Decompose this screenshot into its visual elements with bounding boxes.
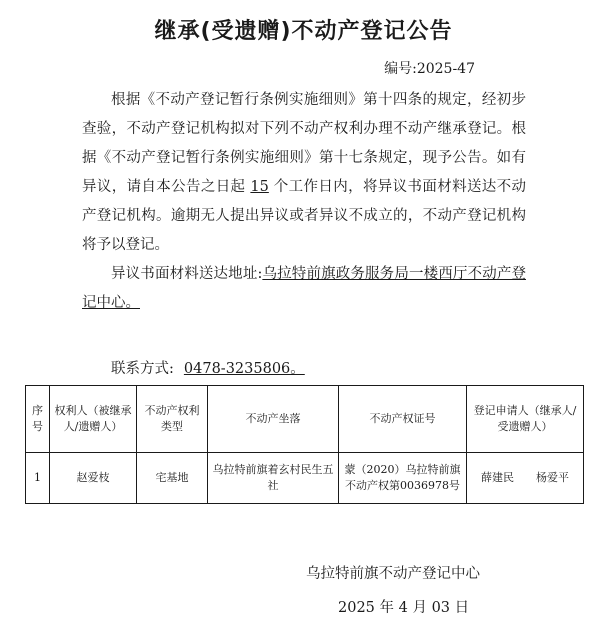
objection-days: 15 bbox=[250, 179, 269, 195]
announcement-body bbox=[82, 86, 526, 318]
header-seq: 序号 bbox=[26, 386, 50, 453]
cell-seq: 1 bbox=[26, 453, 50, 504]
contact-phone: 0478-3235806。 bbox=[183, 361, 305, 377]
address-label: 异议书面材料送达地址: bbox=[111, 266, 263, 282]
header-holder: 权利人（被继承人/遗赠人） bbox=[50, 386, 137, 453]
header-cert-no: 不动产权证号 bbox=[339, 386, 467, 453]
cell-holder: 赵爱枝 bbox=[50, 453, 137, 504]
address-paragraph bbox=[82, 260, 526, 318]
signature-organization: 乌拉特前旗不动产登记中心 bbox=[306, 566, 480, 582]
registration-table bbox=[25, 385, 584, 504]
paragraph-text-rest: 个工作日内，将异议书面材料送达不动产登记机构。逾期无人提出异议或者异议不成立的，不动产登记机构将予以登记。 bbox=[82, 179, 527, 253]
signature-date: 2025 年 4 月 03 日 bbox=[338, 600, 470, 616]
announcement-paragraph bbox=[82, 86, 526, 260]
page-title: 继承(受遗赠)不动产登记公告 bbox=[154, 19, 453, 44]
cell-cert-no: 蒙（2020）乌拉特前旗不动产权第0036978号 bbox=[339, 453, 467, 504]
cell-location: 乌拉特前旗着玄村民生五社 bbox=[208, 453, 339, 504]
address-value: 乌拉特前旗政务服务局一楼西厅不动产登记中心。 bbox=[82, 266, 526, 311]
cell-right-type: 宅基地 bbox=[137, 453, 208, 504]
table-row bbox=[26, 453, 584, 504]
header-applicants: 登记申请人（继承人/受遗赠人） bbox=[467, 386, 584, 453]
header-right-type: 不动产权利类型 bbox=[137, 386, 208, 453]
document-number: 编号:2025-47 bbox=[384, 61, 475, 77]
contact-line bbox=[82, 357, 526, 378]
header-location: 不动产坐落 bbox=[208, 386, 339, 453]
paragraph-text: 根据《不动产登记暂行条例实施细则》第十四条的规定，经初步查验，不动产登记机构拟对下列不动产权利办理不动产继承登记。根据《不动产登记暂行条例实施细则》第十七条规定，现予公告。如有异议，请自本公告之日起 bbox=[82, 92, 526, 195]
contact-label: 联系方式: bbox=[111, 361, 174, 377]
cell-applicants: 薛建民 杨爱平 bbox=[467, 453, 584, 504]
table-header-row bbox=[26, 386, 584, 453]
